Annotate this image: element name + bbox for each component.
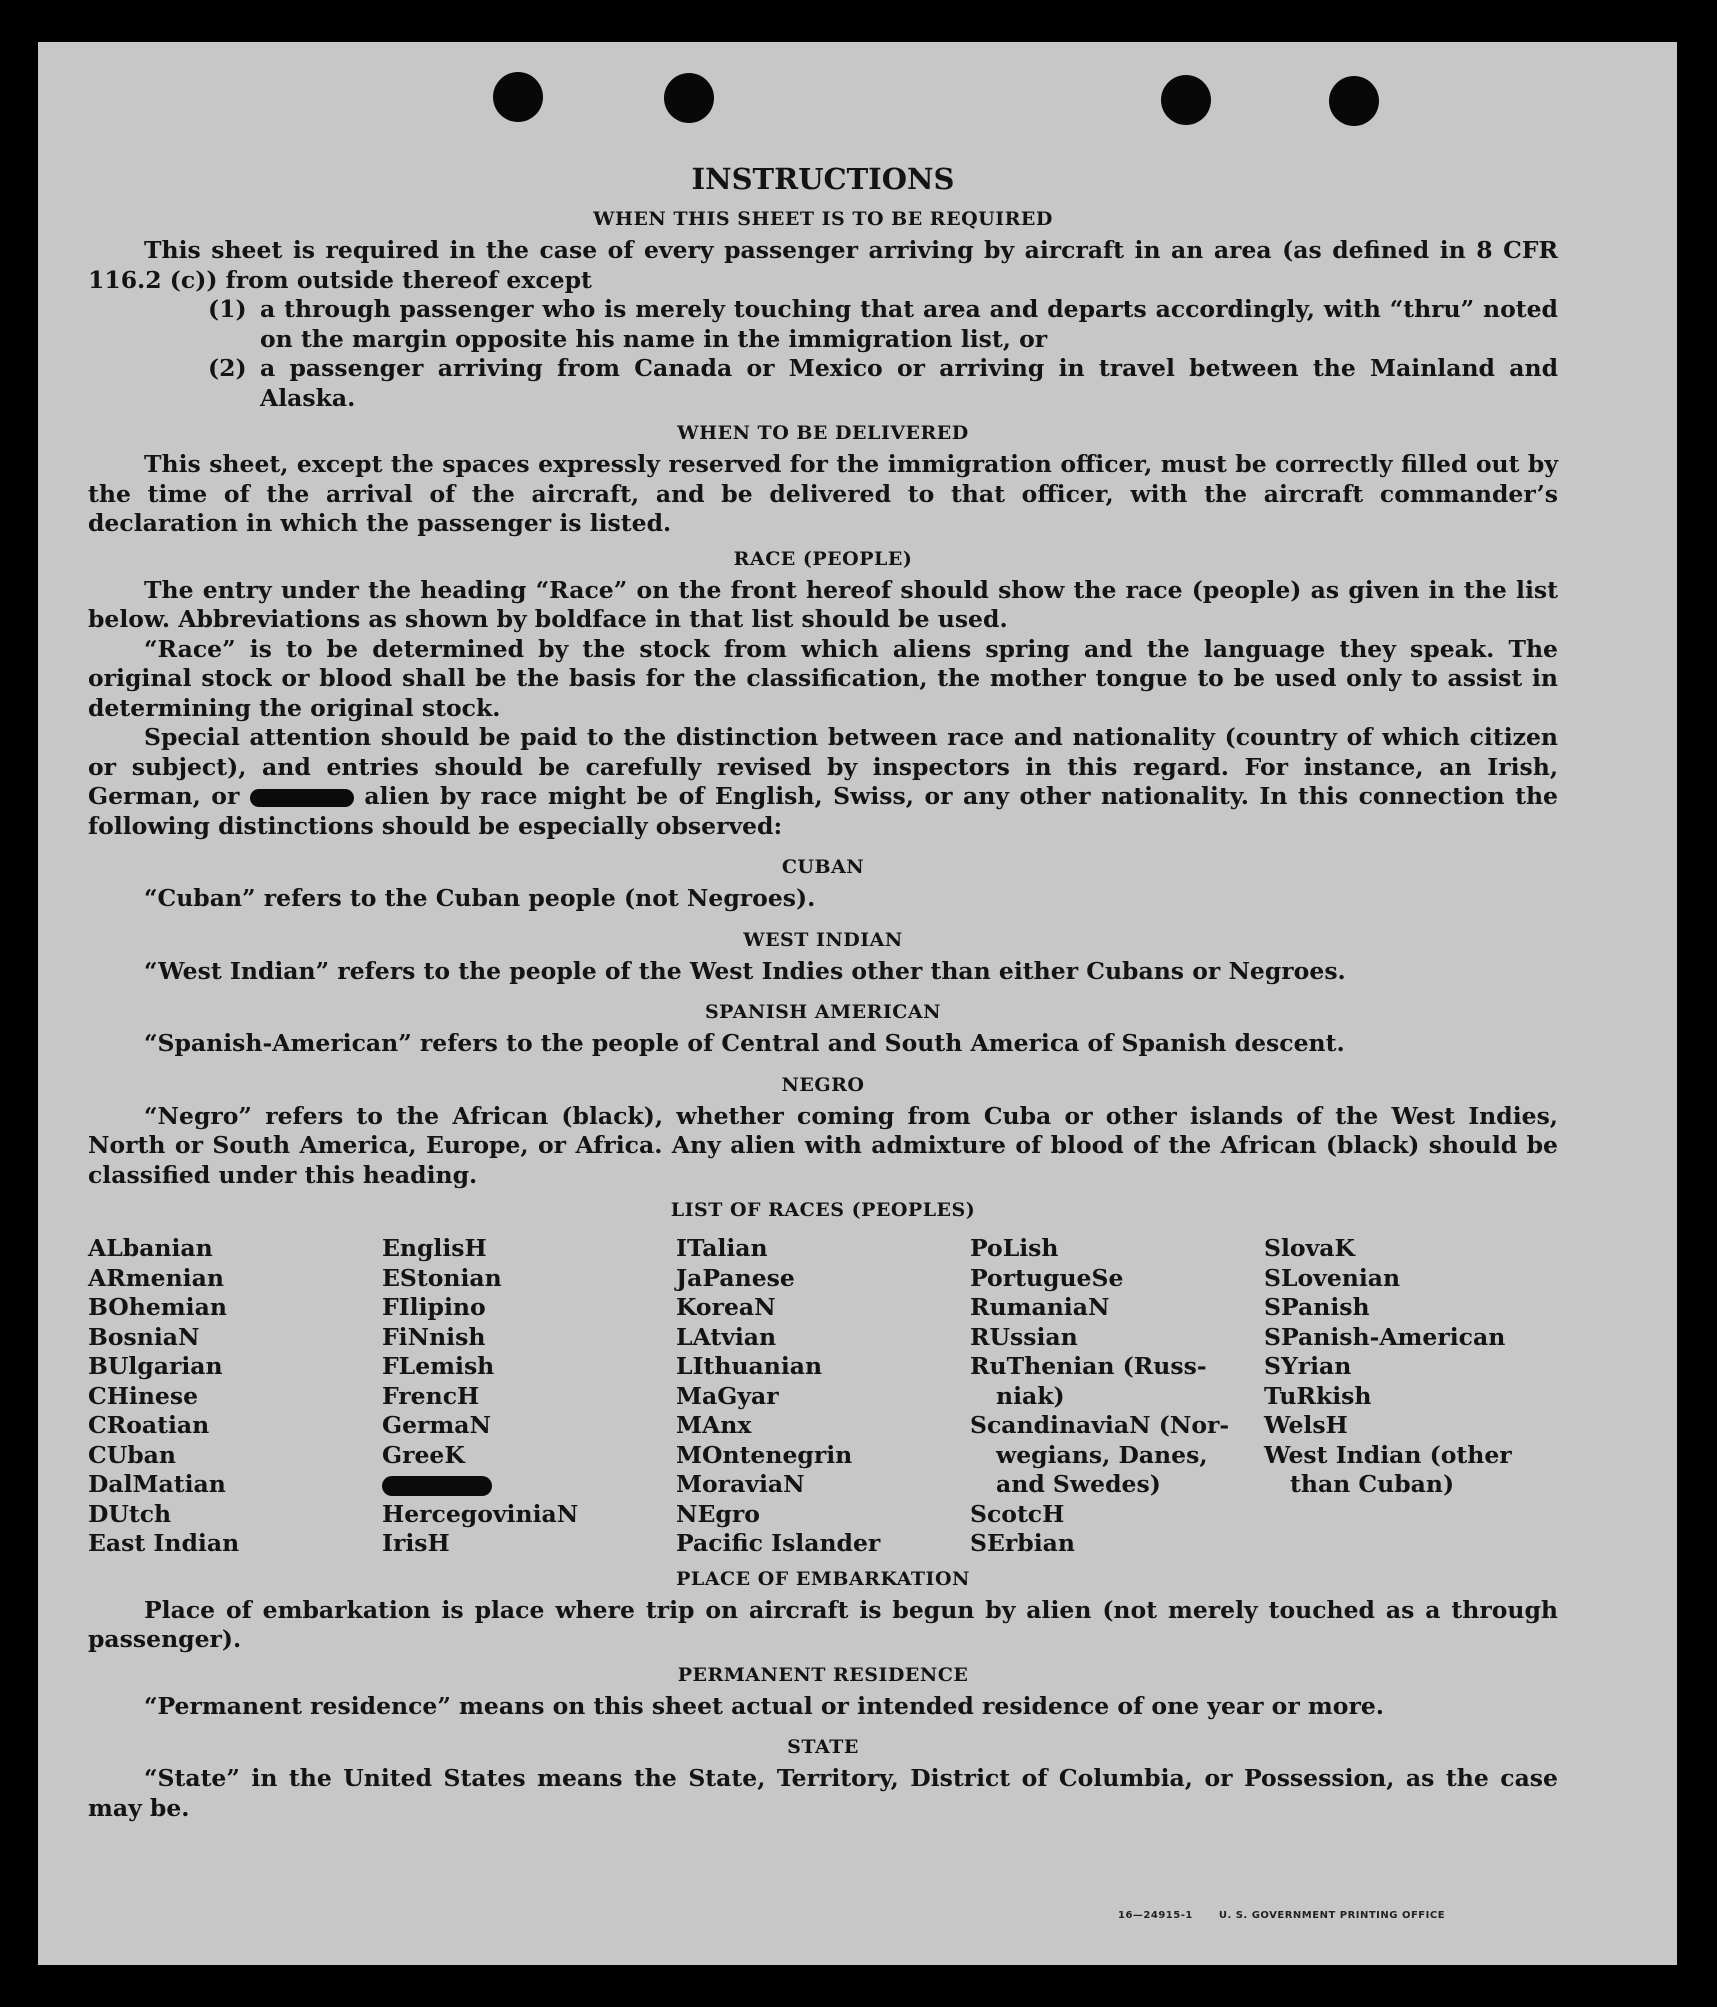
race-entry: TuRkish: [1264, 1381, 1372, 1410]
race-entry: Pacific Islander: [676, 1529, 881, 1557]
heading-cuban: CUBAN: [781, 856, 865, 878]
race-entry: MAnx: [676, 1411, 752, 1439]
race-entry: GreeK: [382, 1440, 465, 1469]
race-entry: CUban: [88, 1440, 176, 1469]
race-entry: JaPanese: [676, 1263, 795, 1292]
item-text: a passenger arriving from Canada or Mexico or arriving in travel between the Mainland and Alaska.: [260, 354, 1558, 412]
race-entry: MaGyar: [676, 1381, 779, 1410]
race-paragraph-1: The entry under the heading “Race” on the front hereof should show the race (people) as given in the list below. Abbreviations as shown by boldface in that list should be used.: [88, 575, 1558, 633]
punch-hole: [1161, 75, 1211, 125]
printer-footer: [1118, 1910, 1471, 1921]
heading-residence: PERMANENT RESIDENCE: [677, 1663, 969, 1686]
race-entry: East Indian: [88, 1529, 240, 1557]
race-entry: PortugueSe: [970, 1263, 1124, 1292]
race-entry: IrisH: [382, 1529, 450, 1557]
race-entry: NEgro: [676, 1499, 760, 1528]
item-text: a through passenger who is merely touching that area and departs accordingly, with “thru” noted on the margin opposite his name in the immigration list, or: [260, 295, 1558, 353]
race-entry: RuThenian (Russ-: [970, 1352, 1207, 1380]
races-column-3: [676, 1234, 970, 1559]
race-entry: CRoatian: [88, 1411, 210, 1439]
race-entry: SPanish: [1264, 1293, 1370, 1321]
race-entry: FIlipino: [382, 1293, 486, 1321]
race-entry: PoLish: [970, 1234, 1059, 1262]
item-number: (1): [208, 295, 247, 323]
heading-delivered: WHEN TO BE DELIVERED: [677, 422, 969, 444]
race-entry: MOntenegrin: [676, 1440, 853, 1469]
race-entry: BosniaN: [88, 1322, 200, 1351]
document-page: [38, 42, 1677, 1965]
heading-negro: NEGRO: [781, 1073, 865, 1096]
race-entry: ARmenian: [88, 1263, 224, 1292]
printer-name: U. S. GOVERNMENT PRINTING OFFICE: [1218, 1910, 1446, 1921]
list-item: [208, 295, 1558, 354]
race-entry: niak): [996, 1381, 1065, 1410]
race-entry: ALbanian: [88, 1234, 213, 1262]
embarkation-text: Place of embarkation is place where trip on aircraft is begun by alien (not merely touched as a through passenger).: [88, 1595, 1558, 1653]
race-entry: BUlgarian: [88, 1352, 223, 1380]
race-paragraph-3: [88, 723, 1558, 841]
punch-hole: [493, 72, 543, 122]
instructions-text: [88, 159, 1558, 1823]
punch-hole: [664, 73, 714, 123]
race-entry: BOhemian: [88, 1293, 227, 1321]
heading-required: WHEN THIS SHEET IS TO BE REQUIRED: [593, 208, 1053, 230]
heading-spanish-american: SPANISH AMERICAN: [704, 1001, 942, 1023]
race-entry: EStonian: [382, 1263, 502, 1292]
residence-text: “Permanent residence” means on this sheet actual or intended residence of one year or more.: [144, 1691, 1384, 1720]
race-entry: SLovenian: [1264, 1263, 1401, 1292]
races-column-5: [1264, 1234, 1558, 1559]
west-indian-text: “West Indian” refers to the people of the West Indies other than either Cubans or Negroes.: [144, 956, 1346, 985]
race-entry: RUssian: [970, 1322, 1078, 1351]
race-paragraph-2: “Race” is to be determined by the stock from which aliens spring and the language they speak. The original stock or blood shall be the basis for the classification, the mother tongue to be used only to assist in determining the original stock.: [88, 634, 1558, 722]
race-entry: DalMatian: [88, 1470, 226, 1498]
race-entry: WelsH: [1264, 1411, 1348, 1439]
race-entry: HercegoviniaN: [382, 1499, 579, 1528]
race-entry: MoraviaN: [676, 1470, 805, 1498]
heading-west-indian: WEST INDIAN: [743, 928, 903, 951]
race-entry-redacted: [382, 1470, 676, 1500]
race-entry: wegians, Danes,: [996, 1440, 1208, 1469]
punch-hole: [1329, 76, 1379, 126]
spanish-american-text: “Spanish-American” refers to the people of Central and South America of Spanish descent.: [144, 1029, 1345, 1057]
state-text: “State” in the United States means the State, Territory, District of Columbia, or Possession, as the case may be.: [88, 1764, 1558, 1822]
race-entry: than Cuban): [1290, 1470, 1455, 1498]
heading-state: STATE: [787, 1736, 859, 1758]
race-entry: FiNnish: [382, 1322, 486, 1351]
race-entry: RumaniaN: [970, 1293, 1110, 1321]
heading-race: RACE (PEOPLE): [733, 547, 913, 570]
race-paragraph-3-start: Special attention should be paid to the distinction between race and nationality (country of which citizen or subject), and entries should be carefully revised by inspectors in this regard. For instance, an Irish, German, or: [88, 723, 1558, 810]
item-number: (2): [208, 354, 247, 382]
race-entry: SPanish-American: [1264, 1322, 1506, 1351]
race-entry: KoreaN: [676, 1293, 776, 1321]
race-entry: ITalian: [676, 1234, 768, 1262]
race-paragraph-3-end: alien by race might be of English, Swiss, or any other nationality. In this connection the following distinctions should be especially observed:: [88, 782, 1558, 840]
races-column-4: [970, 1234, 1264, 1559]
race-entry: and Swedes): [996, 1470, 1161, 1498]
race-entry: ScandinaviaN (Nor-: [970, 1411, 1230, 1439]
race-entry: SYrian: [1264, 1352, 1352, 1380]
race-entry: CHinese: [88, 1381, 199, 1410]
negro-text: “Negro” refers to the African (black), whether coming from Cuba or other islands of the West Indies, North or South America, Europe, or Africa. Any alien with admixture of blood of the African (black) should be classified under this heading.: [88, 1101, 1558, 1189]
race-entry: LAtvian: [676, 1322, 777, 1351]
required-intro: This sheet is required in the case of every passenger arriving by aircraft in an area (as defined in 8 CFR 116.2 (c)) from outside thereof except: [88, 236, 1558, 294]
race-entry: SErbian: [970, 1529, 1075, 1557]
races-column-1: [88, 1234, 382, 1559]
page-title: INSTRUCTIONS: [691, 162, 955, 196]
race-entry: EnglisH: [382, 1234, 487, 1262]
form-number: 16—24915-1: [1118, 1910, 1193, 1921]
list-item: [208, 354, 1558, 413]
race-entry: FrencH: [382, 1381, 480, 1410]
races-column-2: [382, 1234, 676, 1559]
race-entry: DUtch: [88, 1499, 172, 1528]
race-entry: LIthuanian: [676, 1352, 823, 1380]
redaction-mark: [382, 1476, 492, 1496]
cuban-text: “Cuban” refers to the Cuban people (not Negroes).: [144, 884, 816, 912]
race-entry: ScotcH: [970, 1499, 1065, 1528]
heading-embarkation: PLACE OF EMBARKATION: [676, 1567, 970, 1590]
delivered-text: This sheet, except the spaces expressly reserved for the immigration officer, must be correctly filled out by the time of the arrival of the aircraft, and be delivered to that officer, with the aircraft commander’s declaration in which the passenger is listed.: [88, 450, 1558, 537]
race-entry: West Indian (other: [1264, 1440, 1512, 1469]
redaction-mark: [250, 789, 354, 807]
race-entry: GermaN: [382, 1411, 491, 1439]
race-entry: FLemish: [382, 1352, 495, 1380]
race-entry: SlovaK: [1264, 1234, 1355, 1262]
races-list: [88, 1234, 1558, 1559]
heading-list-of-races: LIST OF RACES (PEOPLES): [670, 1199, 976, 1221]
